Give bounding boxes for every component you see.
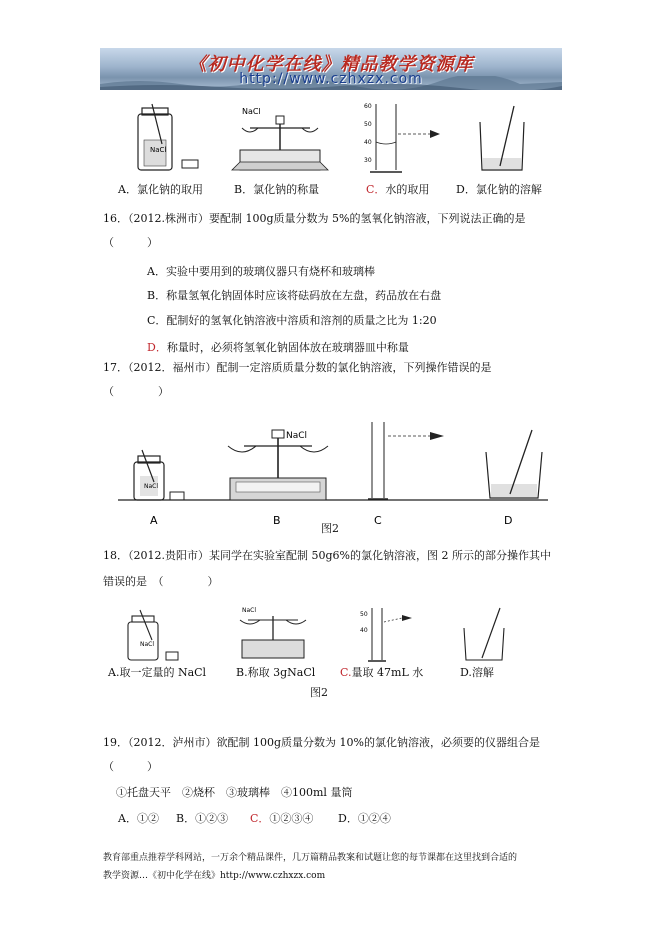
jar-label: NaCl (150, 146, 167, 154)
q16-stem: 16．（2012.株洲市）要配制 100g质量分数为 5%的氢氧化钠溶液，下列说法正确的是 (103, 212, 526, 225)
q18-balance-label: NaCl (242, 607, 257, 614)
q19-items: ①托盘天平 ②烧杯 ③玻璃棒 ④100ml 量筒 (116, 786, 353, 799)
q16-option-d: D．称量时，必须将氢氧化钠固体放在玻璃器皿中称量 (147, 341, 409, 354)
reagent-jar-icon (138, 104, 198, 170)
q17-letter-c: C (374, 514, 382, 527)
banner-url[interactable]: http://www.czhxzx.com (239, 71, 423, 87)
q19-option-b: B．①②③ (176, 812, 229, 825)
cyl-tick: 30 (364, 157, 372, 164)
q18-caption-b: B.称取 3gNaCl (236, 666, 316, 679)
q18-stem-line1: 18．（2012.贵阳市）某同学在实验室配制 50g6%的氯化钠溶液，图 2 所示的部分操作其中 (103, 549, 551, 562)
q18-cyl-tick: 50 (360, 611, 368, 618)
q18-cyl-tick: 40 (360, 627, 368, 634)
q17-jar-icon (134, 450, 184, 500)
q17-letter-b: B (273, 514, 281, 527)
q18-beaker-icon (464, 608, 504, 660)
q19-blank: （ ） (103, 760, 158, 773)
q17-cylinder-icon (368, 422, 444, 499)
q18-cylinder-icon (360, 608, 412, 661)
q17-balance-icon (228, 430, 328, 500)
q17-figure (118, 420, 558, 530)
q18-jar-label: NaCl (140, 641, 155, 648)
footer-line1: 教育部重点推荐学科网站，一万余个精品课件，几万篇精品教案和试题让您的每节课都在这里找到合适的 (103, 853, 518, 863)
q18-stem-line2: 错误的是 （ ） (103, 575, 219, 588)
graduated-cylinder-icon (364, 103, 440, 172)
top-caption-a: A．氯化钠的取用 (118, 183, 203, 196)
q17-stem: 17．（2012．福州市）配制一定溶质质量分数的氯化钠溶液，下列操作错误的是 (103, 361, 492, 374)
q18-figure-caption: 图2 (310, 686, 328, 699)
q18-balance-icon (240, 607, 306, 658)
balance-icon (232, 107, 328, 170)
q19-stem: 19．（2012．泸州市）欲配制 100g质量分数为 10%的氯化钠溶液，必须要的仪器组合是 (103, 736, 540, 749)
q19-option-d: D．①②④ (338, 812, 391, 825)
header-banner (100, 48, 562, 90)
q17-beaker-icon (486, 430, 542, 498)
q17-figure-caption: 图2 (321, 522, 339, 535)
eye-icon (430, 130, 440, 138)
cyl-tick: 50 (364, 121, 372, 128)
cyl-tick: 40 (364, 139, 372, 146)
q17-eye-icon (430, 432, 444, 440)
banner-title: 《初中化学在线》精品教学资源库 (188, 54, 474, 75)
q17-jar-label: NaCl (144, 483, 159, 490)
q18-caption-c: C.量取 47mL 水 (340, 666, 424, 679)
balance-label: NaCl (242, 107, 261, 116)
cyl-tick: 60 (364, 103, 372, 110)
q16-option-a: A．实验中要用到的玻璃仪器只有烧杯和玻璃棒 (147, 265, 375, 278)
q17-letter-a: A (150, 514, 158, 527)
q16-option-b: B．称量氢氧化钠固体时应该将砝码放在左盘，药品放在右盘 (147, 289, 442, 302)
q18-caption-a: A.取一定量的 NaCl (108, 666, 207, 679)
q17-blank: （ ） (103, 385, 169, 398)
q18-jar-icon (128, 610, 178, 660)
top-caption-b: B．氯化钠的称量 (234, 183, 320, 196)
q19-option-c: C．①②③④ (250, 812, 314, 825)
q18-figure (118, 604, 518, 664)
q18-caption-d: D.溶解 (460, 666, 494, 679)
top-figure (130, 100, 530, 180)
beaker-icon (480, 106, 524, 170)
q19-option-a: A．①② (118, 812, 159, 825)
footer-line2[interactable]: 教学资源…《初中化学在线》http://www.czhxzx.com (103, 871, 326, 881)
q16-blank: （ ） (103, 236, 158, 249)
q16-option-c: C．配制好的氢氧化钠溶液中溶质和溶剂的质量之比为 1:20 (147, 314, 437, 327)
q17-letter-d: D (504, 514, 513, 527)
top-caption-d: D．氯化钠的溶解 (456, 183, 542, 196)
top-caption-c: C．水的取用 (366, 183, 430, 196)
q17-balance-label: NaCl (286, 431, 308, 441)
q18-eye-icon (402, 615, 412, 621)
